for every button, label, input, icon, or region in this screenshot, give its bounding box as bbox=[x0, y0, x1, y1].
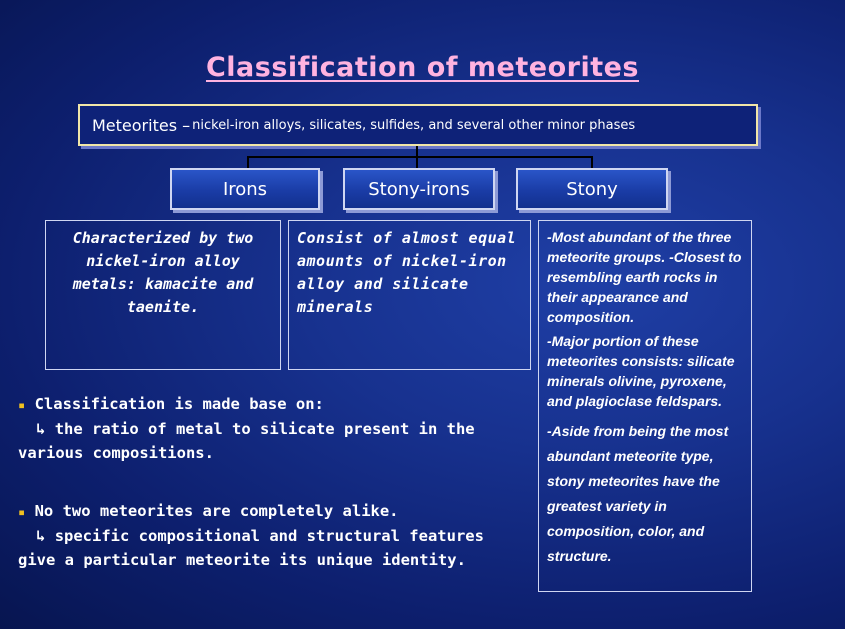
category-irons: Irons bbox=[170, 168, 320, 210]
connector-stony-irons bbox=[416, 156, 418, 168]
stony-irons-description: Consist of almost equal amounts of nickel-iron alloy and silicate minerals bbox=[297, 229, 517, 316]
stony-irons-description-box bbox=[288, 220, 531, 370]
irons-description-box bbox=[45, 220, 281, 370]
stony-description-box bbox=[538, 220, 752, 592]
bullet-detail: the ratio of metal to silicate present in the various compositions. bbox=[18, 420, 475, 462]
definition-text: nickel-iron alloys, silicates, sulfides, and several other minor phases bbox=[192, 117, 636, 133]
connector-bar bbox=[247, 156, 593, 158]
arrow-icon: ↳ bbox=[36, 420, 46, 438]
definition-box bbox=[78, 104, 758, 146]
bullet-uniqueness bbox=[18, 499, 518, 572]
bullet-marker-icon: ▪ bbox=[18, 505, 26, 519]
stony-description-part-3: -Aside from being the most abundant meteorite type, stony meteorites have the greatest variety in composition, color, and structure. bbox=[547, 423, 729, 564]
irons-description: Characterized by two nickel-iron alloy metals: kamacite and taenite. bbox=[72, 229, 254, 316]
stony-description-part-2: -Major portion of these meteorites consists: silicate minerals olivine, pyroxene, and plagioclase feldspars. bbox=[547, 333, 735, 409]
bullet-heading: Classification is made base on: bbox=[34, 395, 324, 413]
bullet-classification bbox=[18, 392, 518, 465]
arrow-icon: ↳ bbox=[36, 527, 46, 545]
connector-irons bbox=[247, 156, 249, 168]
bullet-detail: specific compositional and structural features give a particular meteorite its unique identity. bbox=[18, 527, 484, 569]
bullet-marker-icon: ▪ bbox=[18, 398, 26, 412]
bullet-heading: No two meteorites are completely alike. bbox=[34, 502, 399, 520]
category-stony-irons: Stony-irons bbox=[343, 168, 495, 210]
category-stony: Stony bbox=[516, 168, 668, 210]
page-title: Classification of meteorites bbox=[205, 52, 639, 83]
stony-description-part-1: -Most abundant of the three meteorite groups. -Closest to resembling earth rocks in their appearance and composition. bbox=[547, 229, 742, 325]
connector-stony bbox=[591, 156, 593, 168]
definition-term: Meteorites – bbox=[92, 115, 191, 135]
